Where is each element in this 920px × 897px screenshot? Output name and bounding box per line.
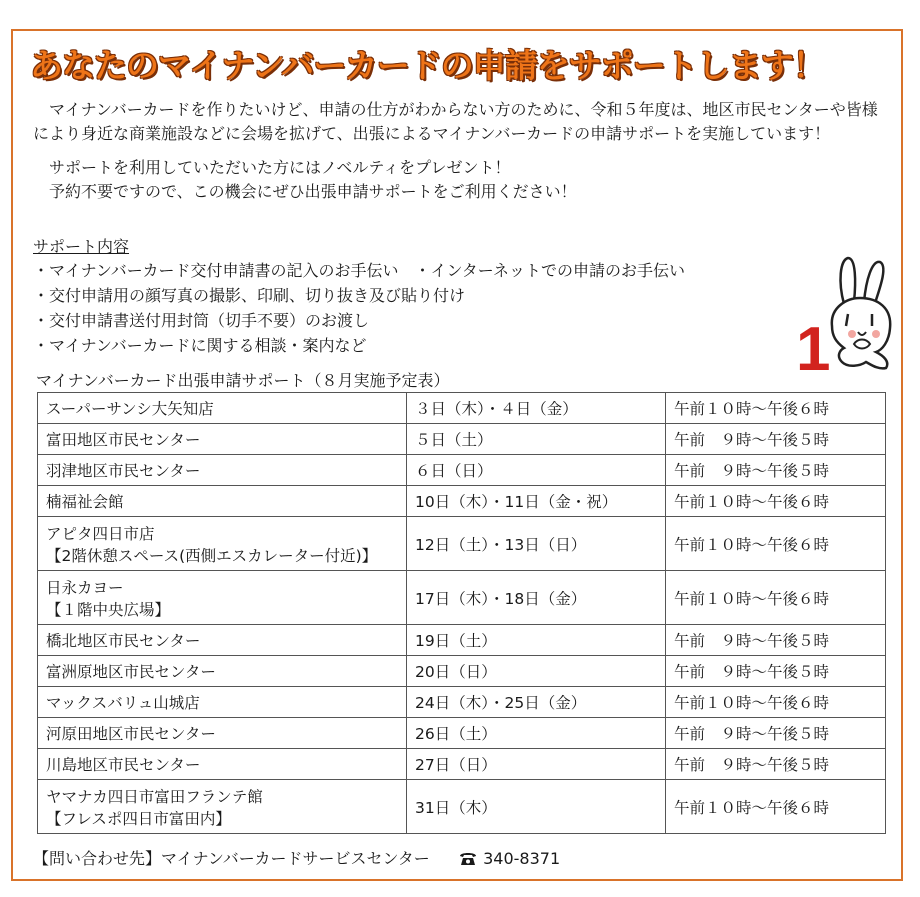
page-title: あなたのマイナンバーカードの申請をサポートします！: [30, 46, 825, 85]
time-cell: 午前 ９時〜午後５時: [666, 424, 886, 455]
table-row: [38, 455, 886, 486]
venue-cell: 楠福祉会館: [38, 486, 407, 517]
date-cell: 31日（木）: [407, 780, 666, 834]
schedule-table: [37, 392, 886, 834]
rabbit-ear-left: [841, 258, 856, 304]
table-row: [38, 656, 886, 687]
mascot-rabbit-illustration: [796, 252, 900, 376]
table-row: [38, 749, 886, 780]
venue-location: 【2階休憩スペース(西側エスカレーター付近)】: [46, 546, 378, 565]
venue-name: ヤマナカ四日市富田フランテ館: [46, 787, 263, 806]
support-item: ・交付申請書送付用封筒（切手不要）のお渡し: [33, 311, 370, 330]
venue-cell: [38, 517, 407, 571]
time-cell: 午前１０時〜午後６時: [666, 517, 886, 571]
date-cell: 17日（木）・18日（金）: [407, 571, 666, 625]
date-cell: ３日（木）・４日（金）: [407, 393, 666, 424]
contact-phone: 340-8371: [483, 849, 561, 868]
venue-cell: 富洲原地区市民センター: [38, 656, 407, 687]
date-cell: 26日（土）: [407, 718, 666, 749]
venue-cell: 橋北地区市民センター: [38, 625, 407, 656]
intro-text: [33, 98, 893, 204]
venue-cell: 川島地区市民センター: [38, 749, 407, 780]
venue-name: アピタ四日市店: [46, 524, 155, 543]
rabbit-hands: [854, 340, 870, 349]
date-cell: 24日（木）・25日（金）: [407, 687, 666, 718]
venue-cell: [38, 780, 407, 834]
date-cell: 27日（日）: [407, 749, 666, 780]
time-cell: 午前 ９時〜午後５時: [666, 718, 886, 749]
table-row: [38, 625, 886, 656]
venue-cell: 富田地区市民センター: [38, 424, 407, 455]
time-cell: 午前１０時〜午後６時: [666, 571, 886, 625]
date-cell: ６日（日）: [407, 455, 666, 486]
time-cell: 午前１０時〜午後６時: [666, 687, 886, 718]
table-row: [38, 517, 886, 571]
intro-paragraph-3: 予約不要ですので、この機会にぜひ出張申請サポートをご利用ください！: [49, 182, 577, 201]
table-row: [38, 718, 886, 749]
venue-cell: [38, 571, 407, 625]
support-item: ・マイナンバーカードに関する相談・案内など: [33, 336, 367, 355]
time-cell: 午前 ９時〜午後５時: [666, 749, 886, 780]
time-cell: 午前１０時〜午後６時: [666, 486, 886, 517]
table-row: [38, 393, 886, 424]
support-heading: サポート内容: [33, 237, 130, 256]
date-cell: ５日（土）: [407, 424, 666, 455]
time-cell: 午前 ９時〜午後５時: [666, 625, 886, 656]
table-row: [38, 687, 886, 718]
date-cell: 19日（土）: [407, 625, 666, 656]
support-item: ・マイナンバーカード交付申請書の記入のお手伝い ・インターネットでの申請のお手伝い: [33, 261, 686, 280]
contact-label: 【問い合わせ先】マイナンバーカードサービスセンター: [33, 849, 430, 868]
venue-cell: 羽津地区市民センター: [38, 455, 407, 486]
contact-info: [33, 846, 560, 869]
date-cell: 12日（土）・13日（日）: [407, 517, 666, 571]
schedule-title: マイナンバーカード出張申請サポート（８月実施予定表）: [36, 371, 450, 390]
venue-cell: マックスバリュ山城店: [38, 687, 407, 718]
table-row: [38, 780, 886, 834]
venue-location: 【１階中央広場】: [46, 600, 171, 619]
date-cell: 10日（木）・11日（金・祝）: [407, 486, 666, 517]
intro-paragraph-1: マイナンバーカードを作りたいけど、申請の仕方がわからない方のために、令和５年度は、地区市民センターや皆様により身近な商業施設などに会場を拡げて、出張によるマイナンバーカードの申請サポートを実施しています！: [33, 100, 878, 143]
rabbit-cheek-left: [848, 330, 856, 338]
table-row: [38, 486, 886, 517]
rabbit-cheek-right: [872, 330, 880, 338]
phone-icon: [458, 850, 478, 866]
time-cell: 午前１０時〜午後６時: [666, 393, 886, 424]
support-list: [33, 258, 823, 358]
table-row: [38, 424, 886, 455]
time-cell: 午前 ９時〜午後５時: [666, 455, 886, 486]
venue-cell: 河原田地区市民センター: [38, 718, 407, 749]
date-cell: 20日（日）: [407, 656, 666, 687]
venue-name: 日永カヨー: [46, 578, 124, 597]
time-cell: 午前 ９時〜午後５時: [666, 656, 886, 687]
table-row: [38, 571, 886, 625]
time-cell: 午前１０時〜午後６時: [666, 780, 886, 834]
rabbit-body: [832, 298, 890, 368]
mascot-number-label: 1: [796, 315, 831, 376]
intro-paragraph-2: サポートを利用していただいた方にはノベルティをプレゼント！: [49, 158, 511, 177]
venue-location: 【フレスポ四日市富田内】: [46, 809, 231, 828]
support-item: ・交付申請用の顔写真の撮影、印刷、切り抜き及び貼り付け: [33, 286, 466, 305]
venue-cell: スーパーサンシ大矢知店: [38, 393, 407, 424]
